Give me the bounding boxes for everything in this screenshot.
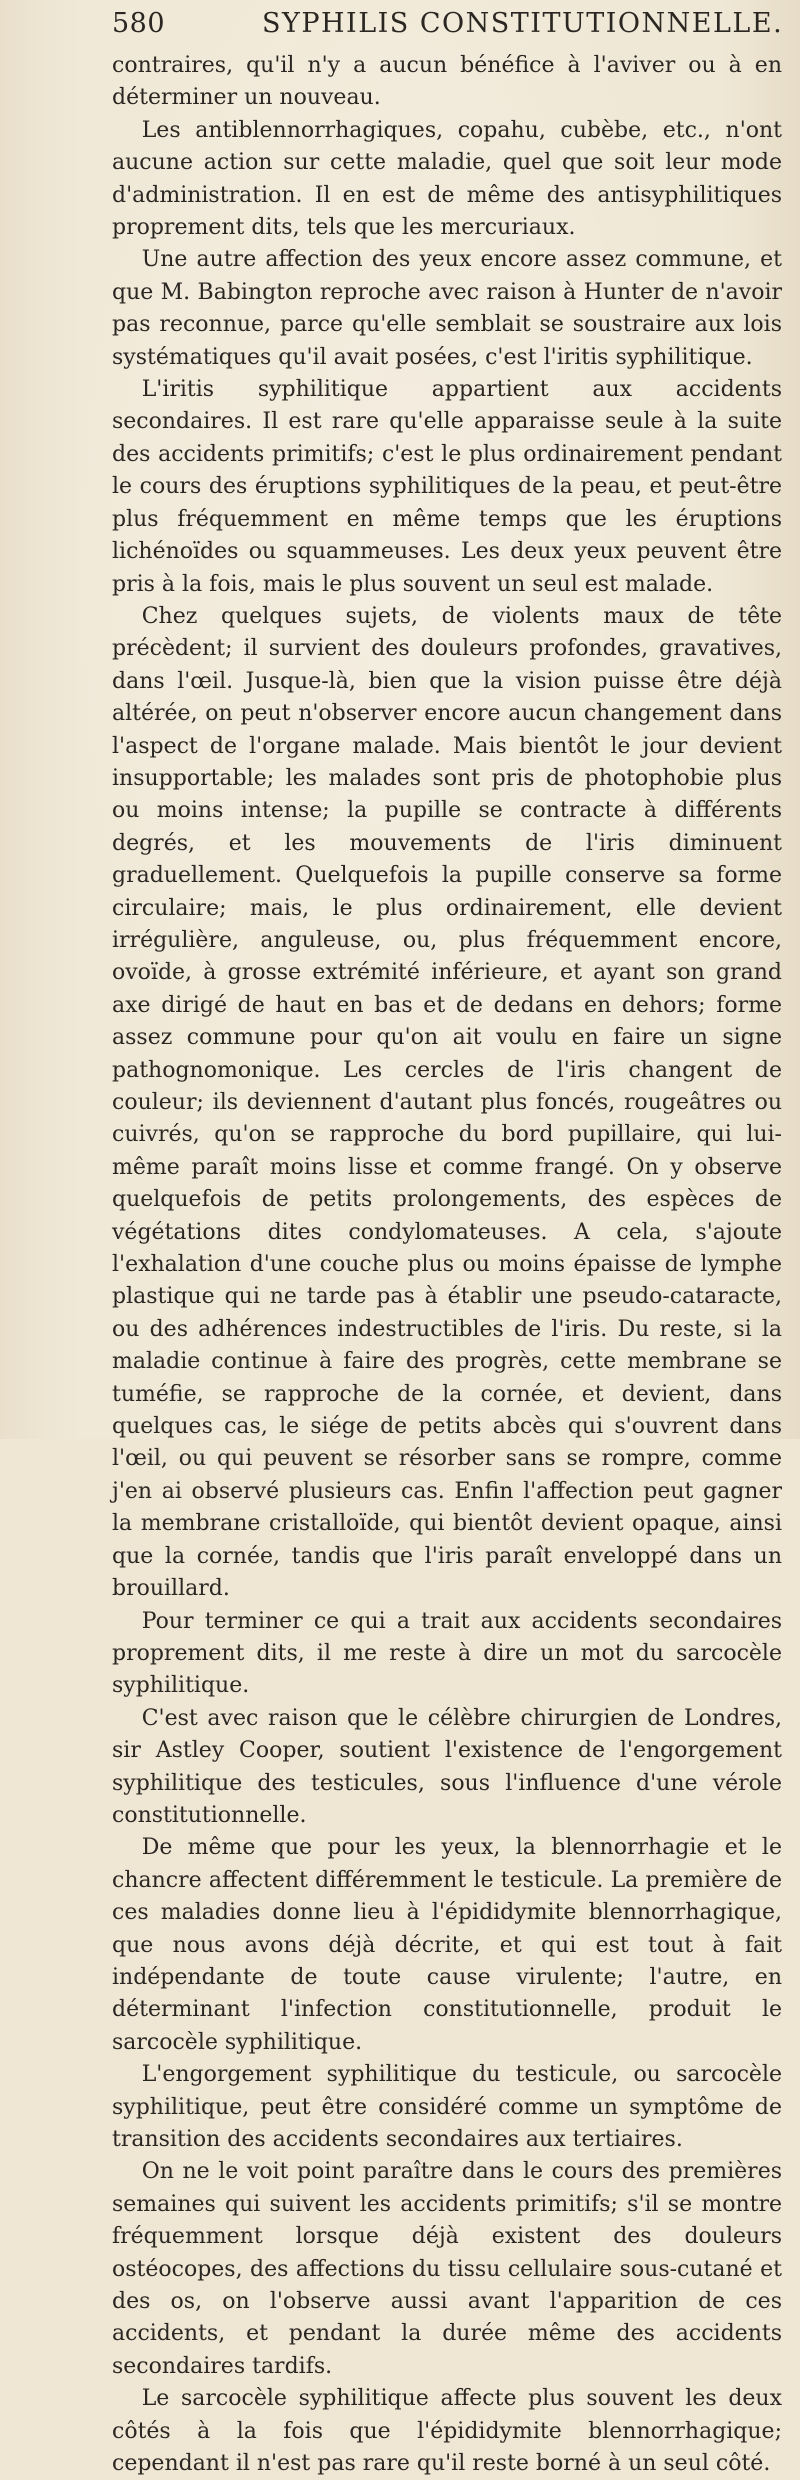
body-text <box>112 50 782 2480</box>
paragraph: Chez quelques sujets, de violents maux de tête précèdent; il survient des douleurs profondes, gravatives, dans l'œil. Jusque-là, bien que la vision puisse être déjà altérée, on peut n'observer encore aucun changement dans l'aspect de l'organe malade. Mais bientôt le jour devient insupportable; les malades sont pris de photophobie plus ou moins intense; la pupille se contracte à différents degrés, et les mouvements de l'iris diminuent graduellement. Quelquefois la pupille conserve sa forme circulaire; mais, le plus ordinairement, elle devient irrégulière, anguleuse, ou, plus fréquemment encore, ovoïde, à grosse extrémité inférieure, et ayant son grand axe dirigé de haut en bas et de dedans en dehors; forme assez commune pour qu'on ait voulu en faire un signe pathognomonique. Les cercles de l'iris changent de couleur; ils deviennent d'autant plus foncés, rougeâtres ou cuivrés, qu'on se rapproche du bord pupillaire, qui lui-même paraît moins lisse et comme frangé. On y observe quelquefois de petits prolongements, des espèces de végétations dites condylomateuses. A cela, s'ajoute l'exhalation d'une couche plus ou moins épaisse de lymphe plastique qui ne tarde pas à établir une pseudo-cataracte, ou des adhérences indestructibles de l'iris. Du reste, si la maladie continue à faire des progrès, cette membrane se tuméfie, se rapproche de la cornée, et devient, dans quelques cas, le siége de petits abcès qui s'ouvrent dans l'œil, ou qui peuvent se résorber sans se rompre, comme j'en ai observé plusieurs cas. Enfin l'affection peut gagner la membrane cristalloïde, qui bientôt devient opaque, ainsi que la cornée, tandis que l'iris paraît enveloppé dans un brouillard. <box>112 603 782 1602</box>
paragraph: De même que pour les yeux, la blennorrhagie et le chancre affectent différemment le testicule. La première de ces maladies donne lieu à l'épididymite blennorrhagique, que nous avons déjà décrite, et qui est tout à fait indépendante de toute cause virulente; l'autre, en déterminant l'infection constitutionnelle, produit le sarcocèle syphilitique. <box>112 1835 782 2055</box>
page-number: 580 <box>112 8 166 39</box>
paragraph: Les antiblennorrhagiques, copahu, cubèbe, etc., n'ont aucune action sur cette maladie, quel que soit leur mode d'administration. Il en est de même des antisyphilitiques proprement dits, tels que les mercuriaux. <box>112 117 782 241</box>
paragraph: L'iritis syphilitique appartient aux accidents secondaires. Il est rare qu'elle apparaisse seule à la suite des accidents primitifs; c'est le plus ordinairement pendant le cours des éruptions syphilitiques de la peau, et peut-être plus fréquemment en même temps que les éruptions lichénoïdes ou squammeuses. Les deux yeux peuvent être pris à la fois, mais le plus souvent un seul est malade. <box>112 377 782 597</box>
paragraph: Pour terminer ce qui a trait aux accidents secondaires proprement dits, il me reste à dire un mot du sarcocèle syphilitique. <box>112 1608 782 1699</box>
page-header <box>112 8 784 48</box>
paragraph: C'est avec raison que le célèbre chirurgien de Londres, sir Astley Cooper, soutient l'existence de l'engorgement syphilitique des testicules, sous l'influence d'une vérole constitutionnelle. <box>112 1705 782 1828</box>
paragraph: On ne le voit point paraître dans le cours des premières semaines qui suivent les accidents primitifs; s'il se montre fréquemment lorsque déjà existent des douleurs ostéocopes, des affections du tissu cellulaire sous-cutané et des os, on l'observe aussi avant l'apparition de ces accidents, et pendant la durée même des accidents secondaires tardifs. <box>112 2159 782 2379</box>
paragraph: Le sarcocèle syphilitique affecte plus souvent les deux côtés à la fois que l'épididymite blennorrhagique; cependant il n'est pas rare qu'il reste borné à un seul côté. <box>112 2386 782 2477</box>
paragraph: contraires, qu'il n'y a aucun bénéfice à l'aviver ou à en déterminer un nouveau. <box>112 53 782 111</box>
running-title: SYPHILIS CONSTITUTIONNELLE. <box>262 8 784 39</box>
paragraph: L'engorgement syphilitique du testicule, ou sarcocèle syphilitique, peut être considéré comme un symptôme de transition des accidents secondaires aux tertiaires. <box>112 2062 782 2152</box>
paragraph: Une autre affection des yeux encore assez commune, et que M. Babington reproche avec raison à Hunter de n'avoir pas reconnue, parce qu'elle semblait se soustraire aux lois systématiques qu'il avait posées, c'est l'iritis syphilitique. <box>112 247 782 370</box>
